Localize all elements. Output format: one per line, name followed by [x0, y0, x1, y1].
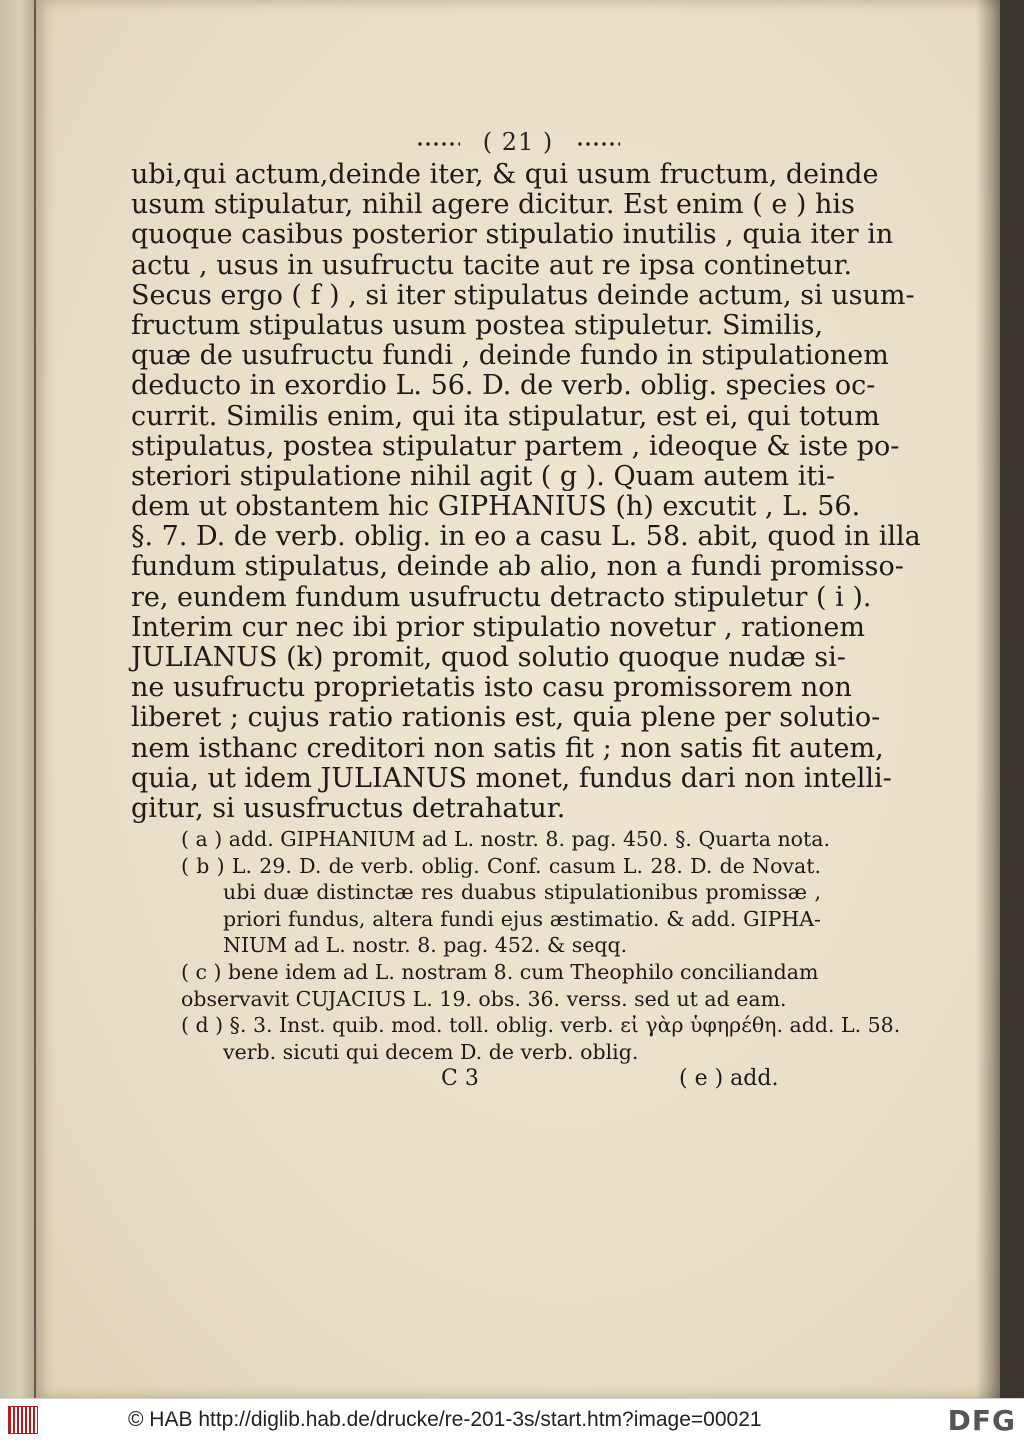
text-line: gitur, si ususfructus detrahatur. — [131, 792, 566, 824]
footnotes — [181, 826, 901, 1065]
text-line: quoque casibus posterior stipulatio inutilis , quia iter in — [131, 219, 894, 251]
facing-page-edge — [0, 0, 34, 1398]
ornament-left-icon — [416, 139, 460, 149]
text-line: nem isthanc creditori non satis fit ; non satis fit autem, — [131, 732, 884, 764]
page-bottom — [36, 1066, 1000, 1096]
main-text — [131, 159, 921, 824]
footnote-line: ( a ) add. GIPHANIUM ad L. nostr. 8. pag. 450. §. Quarta nota. — [181, 827, 830, 851]
page-shadow — [976, 0, 1000, 1398]
text-line: ubi,qui actum,deinde iter, & qui usum fructum, deinde — [131, 159, 879, 190]
text-line: deducto in exordio L. 56. D. de verb. oblig. species oc- — [131, 370, 876, 402]
hab-barcode-icon — [8, 1406, 38, 1434]
text-line: quia, ut idem JULIANUS monet, fundus dari non intelli- — [131, 762, 892, 794]
text-line: Interim cur nec ibi prior stipulatio novetur , rationem — [131, 611, 865, 643]
copyright-link[interactable]: © HAB http://diglib.hab.de/drucke/re-201-3s/start.htm?image=00021 — [128, 1408, 762, 1431]
text-line: fructum stipulatus usum postea stipuletur. Similis, — [131, 309, 824, 341]
text-line: dem ut obstantem hic GIPHANIUS (h) excutit , L. 56. — [131, 491, 861, 523]
viewer-footer — [0, 1398, 1024, 1440]
page-number: ( 21 ) — [482, 128, 554, 156]
text-line: liberet ; cujus ratio rationis est, quia plene per solutio- — [131, 702, 881, 734]
text-line: re, eundem fundum usufructu detracto stipuletur ( i ). — [131, 581, 872, 613]
page-header — [36, 128, 1000, 156]
footnote-line: ( c ) bene idem ad L. nostram 8. cum Theophilo conciliandam — [181, 959, 819, 984]
signature-mark: C 3 — [441, 1066, 479, 1091]
book-page — [36, 0, 1000, 1398]
text-line: quæ de usufructu fundi , deinde fundo in stipulationem — [131, 340, 889, 372]
footnote-line: ( d ) §. 3. Inst. quib. mod. toll. oblig. verb. εἰ γὰρ ὑφηρέθη. add. L. 58. — [181, 1013, 901, 1038]
text-line: steriori stipulatione nihil agit ( g ). Quam autem iti- — [131, 460, 835, 492]
text-line: actu , usus in usufructu tacite aut re ipsa continetur. — [131, 249, 853, 281]
catchword: ( e ) add. — [679, 1066, 779, 1091]
text-line: §. 7. D. de verb. oblig. in eo a casu L. 58. abit, quod in illa — [131, 521, 921, 553]
footnote-line: NIUM ad L. nostr. 8. pag. 452. & seqq. — [223, 933, 628, 958]
footnote-line: priori fundus, altera fundi ejus æstimatio. & add. GIPHA- — [223, 906, 821, 931]
footnote-line: ( b ) L. 29. D. de verb. oblig. Conf. casum L. 28. D. de Novat. — [181, 853, 821, 878]
footnote-line: verb. sicuti qui decem D. de verb. oblig. — [223, 1039, 639, 1064]
text-line: Secus ergo ( f ) , si iter stipulatus deinde actum, si usum- — [131, 279, 915, 311]
ornament-right-icon — [576, 139, 620, 149]
text-line: fundum stipulatus, deinde ab alio, non a fundi promisso- — [131, 551, 904, 583]
text-line: currit. Similis enim, qui ita stipulatur, est ei, qui totum — [131, 400, 880, 432]
footnote-line: observavit CUJACIUS L. 19. obs. 36. verss. sed ut ad eam. — [181, 986, 787, 1011]
text-line: stipulatus, postea stipulatur partem , ideoque & iste po- — [131, 430, 900, 462]
text-line: ne usufructu proprietatis isto casu promissorem non — [131, 672, 852, 704]
text-line: usum stipulatur, nihil agere dicitur. Est enim ( e ) his — [131, 189, 855, 221]
text-line: JULIANUS (k) promit, quod solutio quoque nudæ si- — [131, 642, 846, 673]
dfg-logo: DFG — [947, 1404, 1016, 1437]
footnote-line: ubi duæ distinctæ res duabus stipulationibus promissæ , — [223, 880, 821, 905]
